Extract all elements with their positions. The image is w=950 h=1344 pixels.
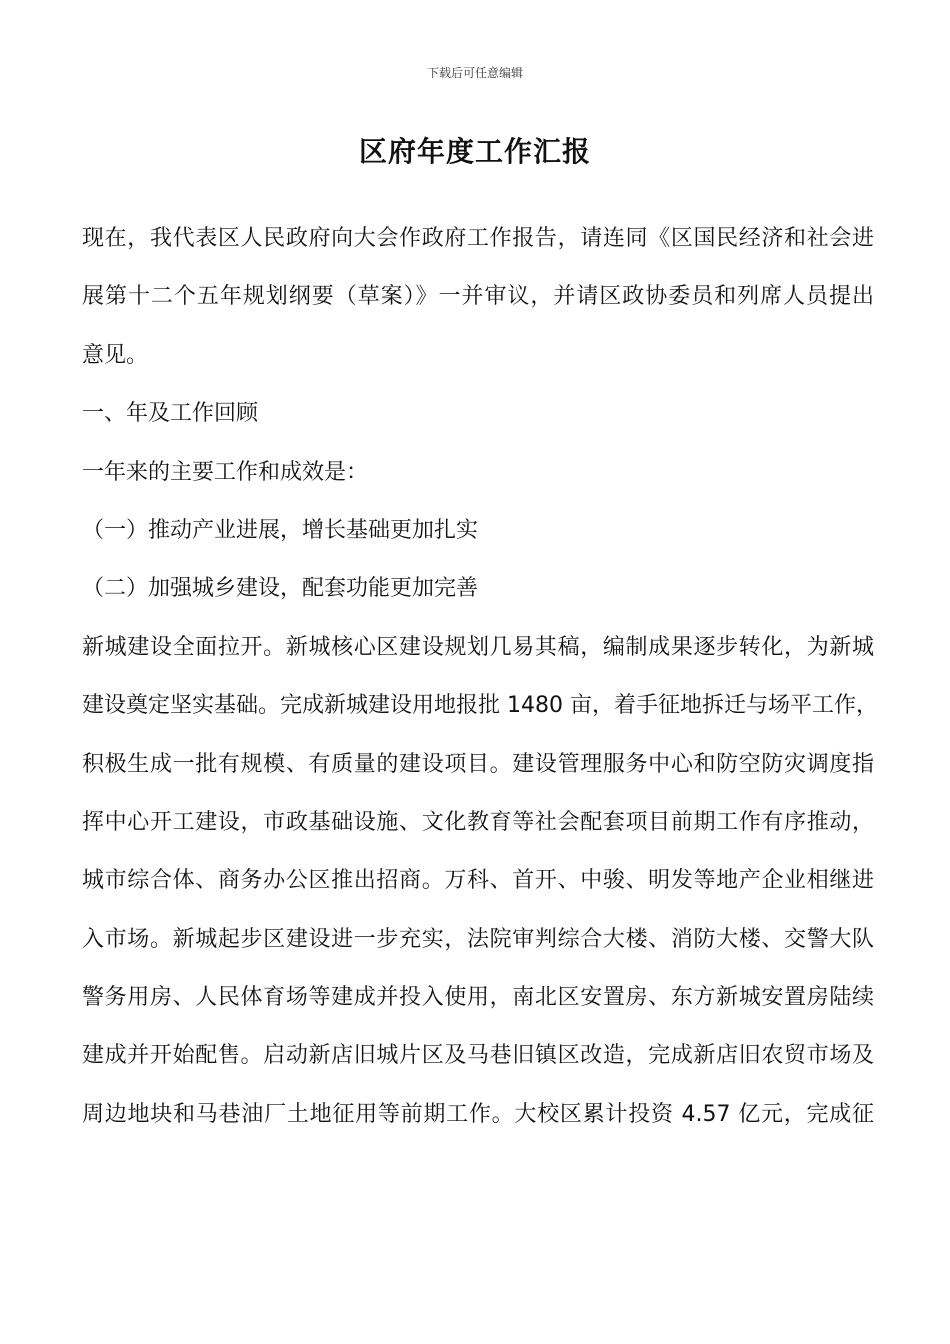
paragraph-line: 建设奠定坚实基础。完成新城建设用地报批 1480 亩，着手征地拆迁与场平工作， <box>82 693 878 719</box>
paragraph-line: 现在，我代表区人民政府向大会作政府工作报告，请连同《区国民经济和社会进 <box>82 226 874 251</box>
paragraph-line: 一年来的主要工作和成效是： <box>82 459 369 485</box>
document-title: 区府年度工作汇报 <box>358 135 591 168</box>
subsection-heading: （一）推动产业进展，增长基础更加扎实 <box>82 517 479 543</box>
section-heading: 一、年及工作回顾 <box>82 401 259 427</box>
paragraph-line: 警务用房、人民体育场等建成并投入使用，南北区安置房、东方新城安置房陆续 <box>82 985 874 1011</box>
paragraph-line: 建成并开始配售。启动新店旧城片区及马巷旧镇区改造，完成新店旧农贸市场及 <box>82 1043 874 1069</box>
paragraph-line: 挥中心开工建设，市政基础设施、文化教育等社会配套项目前期工作有序推动， <box>82 809 874 835</box>
paragraph-line: 意见。 <box>82 342 149 368</box>
paragraph-line: 城市综合体、商务办公区推出招商。万科、首开、中骏、明发等地产企业相继进 <box>82 868 874 894</box>
subsection-heading: （二）加强城乡建设，配套功能更加完善 <box>82 576 479 602</box>
paragraph-line: 新城建设全面拉开。新城核心区建设规划几易其稿，编制成果逐步转化，为新城 <box>82 634 874 660</box>
header-note: 下载后可任意编辑 <box>426 66 523 80</box>
paragraph-line: 入市场。新城起步区建设进一步充实，法院审判综合大楼、消防大楼、交警大队 <box>82 926 874 952</box>
paragraph-line: 积极生成一批有规模、有质量的建设项目。建设管理服务中心和防空防灾调度指 <box>82 751 874 777</box>
paragraph-line: 展第十二个五年规划纲要（草案）》一并审议，并请区政协委员和列席人员提出 <box>82 284 874 310</box>
paragraph-line: 周边地块和马巷油厂土地征用等前期工作。大校区累计投资 4.57 亿元，完成征 <box>82 1101 874 1127</box>
document-body <box>82 210 878 1144</box>
